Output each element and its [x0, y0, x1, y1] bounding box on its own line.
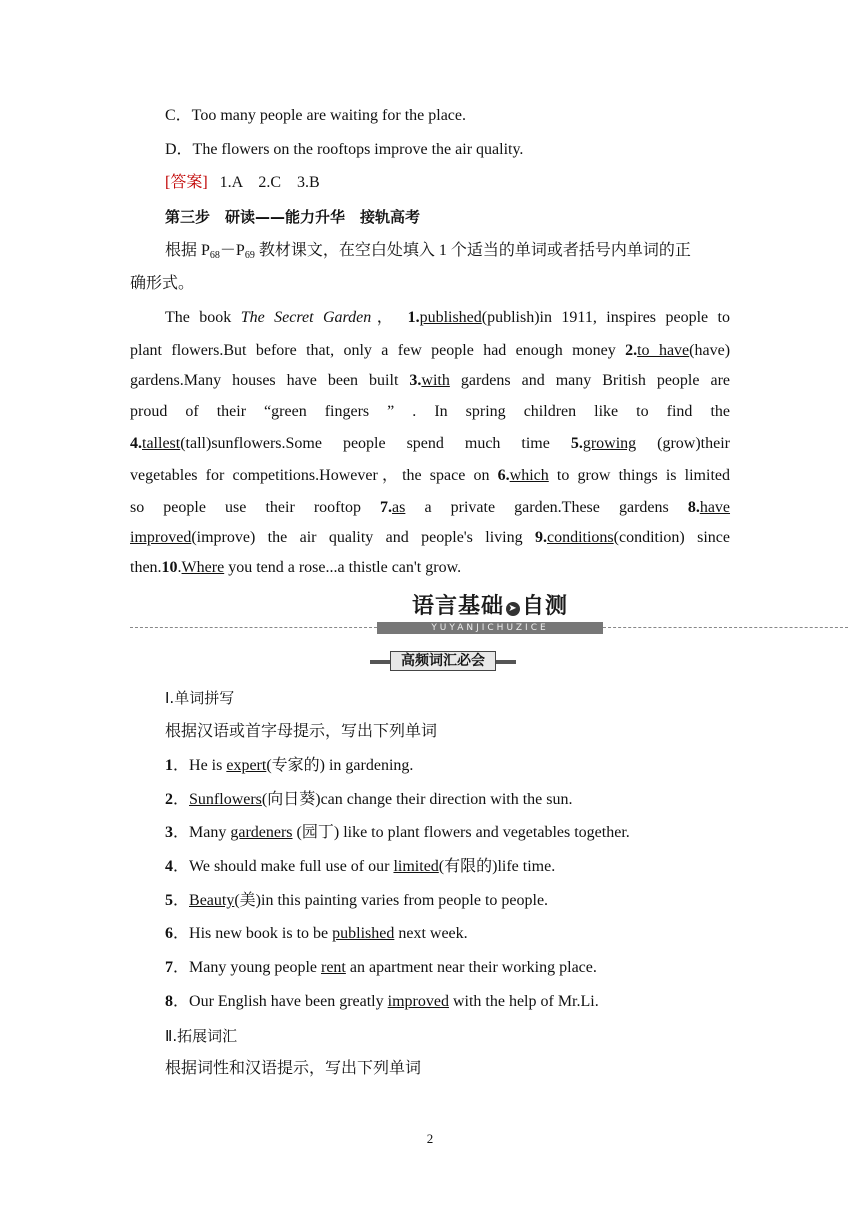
- list-item: 1．He is expert(专家的) in gardening.: [165, 757, 414, 774]
- blank-answer: to have: [637, 342, 690, 359]
- passage-line: vegetables for competitions.However，the space on 6.which to grow things is limited: [130, 467, 730, 484]
- blank-answer: as: [392, 499, 406, 516]
- passage-line: gardens.Many houses have been built 3.with gardens and many British people are: [130, 372, 730, 389]
- list-item: 5．Beauty(美)in this painting varies from people to people.: [165, 892, 549, 909]
- item-number: 4: [165, 858, 173, 875]
- passage-line: so people use their rooftop 7.as a private garden.These gardens 8.have: [130, 499, 731, 516]
- section2-title: Ⅱ.拓展词汇: [165, 1027, 238, 1045]
- answer-label: [答案]: [165, 174, 208, 191]
- blank-answer: limited: [393, 858, 439, 875]
- section-banner: [377, 592, 603, 634]
- blank-answer: Sunflowers: [189, 791, 262, 808]
- list-item: 3．Many gardeners (园丁) like to plant flowers and vegetables together.: [165, 824, 630, 841]
- blank-answer: improved: [387, 993, 449, 1010]
- passage-line: The book The Secret Garden， 1.published(publish)in 1911, inspires people to: [165, 309, 730, 326]
- step3-instruction: 根据 $P_{68}-P_{69}$ 教材课文，在空白处填入 1 个适当的单词或者括号内单词的正: [165, 242, 691, 261]
- blank-answer: growing: [582, 435, 637, 452]
- list-item: 7．Many young people rent an apartment near their working place.: [165, 959, 597, 976]
- blank-answer: improved: [130, 529, 192, 546]
- blank-answer: expert: [226, 757, 267, 774]
- list-item: 8．Our English have been greatly improved with the help of Mr.Li.: [165, 993, 599, 1010]
- passage-line: improved(improve) the air quality and people's living 9.conditions(condition) since: [130, 529, 730, 546]
- blank-answer: with: [421, 372, 450, 389]
- answer-line: [165, 173, 320, 193]
- section1-title: Ⅰ.单词拼写: [165, 689, 235, 707]
- blank-answer: published: [332, 925, 395, 942]
- blank-answer: Beauty: [189, 892, 235, 909]
- item-number: 3: [165, 824, 173, 841]
- answer-value: 1.A 2.C 3.B: [219, 174, 320, 191]
- sub-banner: [370, 651, 516, 671]
- banner-divider-right: [603, 627, 848, 628]
- banner-divider-left: [130, 627, 377, 628]
- section1-instruction: 根据汉语或首字母提示，写出下列单词: [165, 723, 438, 740]
- item-number: 1: [165, 757, 173, 774]
- arrow-circle-icon: ➤: [506, 602, 520, 616]
- passage-line: then.10.Where you tend a rose...a thistle can't grow.: [130, 559, 462, 576]
- passage-line: proud of their “green fingers ” . In spring children like to find the: [130, 403, 730, 420]
- step3-title: 第三步 研读——能力升华 接轨高考: [165, 208, 421, 226]
- item-number: 7: [165, 959, 173, 976]
- list-item: 6．His new book is to be published next week.: [165, 925, 468, 942]
- item-number: 2: [165, 791, 173, 808]
- option-d: D．The flowers on the rooftops improve the air quality.: [165, 141, 524, 158]
- blank-answer: rent: [321, 959, 346, 976]
- option-c: C．Too many people are waiting for the place.: [165, 107, 467, 124]
- banner-subtitle: YUYANJICHUZICE: [377, 622, 603, 634]
- item-number: 8: [165, 993, 173, 1010]
- section2-instruction: 根据词性和汉语提示，写出下列单词: [165, 1060, 422, 1077]
- item-number: 5: [165, 892, 173, 909]
- blank-answer: published: [419, 309, 482, 326]
- list-item: 4．We should make full use of our limited(有限的)life time.: [165, 858, 556, 875]
- passage-line: 4.tallest(tall)sunflowers.Some people spend much time 5.growing (grow)their: [130, 435, 730, 452]
- blank-answer: conditions: [546, 529, 614, 546]
- banner-title: 语言基础 ➤ 自测: [411, 594, 569, 619]
- blank-answer: tallest: [142, 435, 181, 452]
- blank-answer: have: [699, 499, 731, 516]
- sub-banner-label: 高频词汇必会: [390, 651, 496, 671]
- list-item: 2．Sunflowers(向日葵)can change their direction with the sun.: [165, 791, 573, 808]
- item-number: 6: [165, 925, 173, 942]
- page-number: 2: [426, 1131, 434, 1146]
- blank-answer: gardeners: [230, 824, 293, 841]
- blank-answer: which: [509, 467, 549, 484]
- step3-instruction-cont: 确形式。: [130, 275, 195, 292]
- passage-line: plant flowers.But before that, only a few people had enough money 2.to have(have): [130, 342, 731, 359]
- blank-answer: Where: [181, 559, 225, 576]
